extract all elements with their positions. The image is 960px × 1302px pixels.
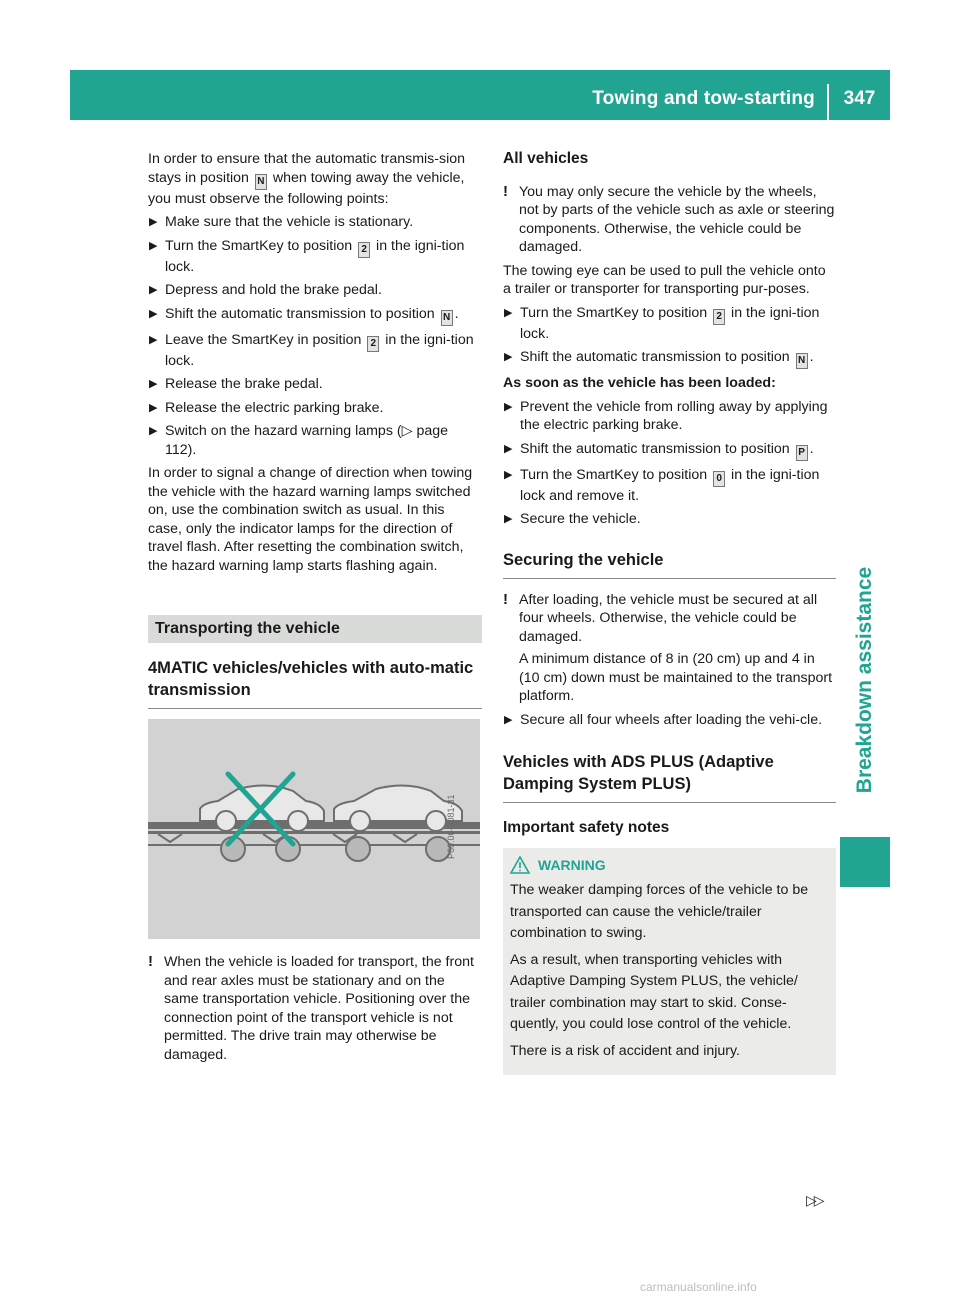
caution-icon: !	[148, 953, 153, 970]
heading-ads-plus: Vehicles with ADS PLUS (Adaptive Damping System PLUS)	[503, 751, 836, 803]
intro-paragraph: In order to ensure that the automatic transmis-sion stays in position N when towing away the vehicle, you must observe the following points:	[148, 151, 466, 207]
list-item: ▶ Release the brake pedal.	[149, 376, 323, 392]
step-arrow-icon: ▶	[149, 216, 158, 228]
towing-eye-paragraph: The towing eye can be used to pull the vehicle onto a trailer or transporter for transporting pur-poses.	[503, 262, 826, 297]
list-item: ▶ Leave the SmartKey in position 2 in the igni-tion lock.	[149, 331, 474, 369]
step-arrow-icon: ▶	[504, 306, 513, 319]
step-arrow-icon: ▶	[149, 333, 158, 346]
step-arrow-icon: ▶	[149, 425, 158, 437]
warning-box	[503, 848, 836, 1076]
list-item: ▶ Shift the automatic transmission to position N .	[503, 348, 836, 369]
step-arrow-icon: ▶	[149, 284, 158, 296]
transport-illustration	[148, 719, 480, 939]
side-tab-marker	[840, 837, 890, 887]
caution-icon: !	[503, 590, 508, 608]
step-arrow-icon: ▶	[149, 307, 158, 320]
right-column	[503, 150, 836, 1075]
left-column	[148, 150, 482, 1069]
step-arrow-icon: ▶	[504, 513, 513, 525]
key-n-icon: N	[441, 310, 453, 326]
key-p-icon: P	[796, 445, 808, 461]
page-number: 347	[843, 88, 876, 109]
step-arrow-icon: ▶	[504, 468, 513, 481]
next-page-icon[interactable]: ▷▷	[806, 1192, 822, 1208]
heading-all-vehicles: All vehicles	[503, 150, 589, 167]
step-arrow-icon: ▶	[504, 351, 513, 363]
loaded-heading: As soon as the vehicle has been loaded:	[503, 375, 776, 391]
section-title: Towing and tow-starting	[592, 88, 815, 109]
list-item: ▶ Secure the vehicle.	[504, 511, 641, 527]
step-arrow-icon: ▶	[504, 400, 513, 413]
subheading-safety-notes: Important safety notes	[503, 819, 670, 836]
list-item: ▶ Secure all four wheels after loading the vehi-cle.	[504, 711, 823, 728]
list-item: ▶ Shift the automatic transmission to position N .	[148, 305, 482, 326]
heading-securing: Securing the vehicle	[503, 549, 836, 579]
watermark: carmanualsonline.info	[640, 1280, 757, 1294]
key-2-icon: 2	[713, 309, 725, 325]
warning-paragraph: As a result, when transporting vehicles with Adaptive Damping System PLUS, the vehicle/ trailer combination may start to skid. Conse-quently, you could lose control of the vehicle.	[510, 951, 798, 1032]
section-band-transport: Transporting the vehicle	[148, 615, 482, 643]
list-item: ▶ Prevent the vehicle from rolling away by applying the electric parking brake.	[504, 398, 828, 433]
transport-note: ! When the vehicle is loaded for transport, the front and rear axles must be stationary and on the same transportation vehicle. Positioning over the connection point of the transport vehicle is not permitted. The drive train may otherwise be damaged.	[148, 953, 474, 1063]
side-tab-text: Breakdown assistance	[853, 566, 876, 794]
list-item: ▶ Release the electric parking brake.	[149, 399, 384, 416]
caution-icon: !	[503, 182, 508, 200]
warning-title: WARNING	[510, 856, 828, 875]
heading-4matic: 4MATIC vehicles/vehicles with auto-matic transmission	[148, 657, 482, 709]
list-item: ▶ Turn the SmartKey to position 2 in the igni-tion lock.	[504, 304, 820, 342]
side-tab-label	[840, 550, 890, 810]
header-bar	[70, 70, 890, 120]
list-item: ▶ Switch on the hazard warning lamps (▷ page 112).	[149, 423, 449, 458]
warning-triangle-icon	[510, 856, 530, 874]
step-arrow-icon: ▶	[504, 713, 513, 726]
key-2-icon: 2	[358, 242, 370, 258]
warning-paragraph: The weaker damping forces of the vehicle to be transported can cause the vehicle/trailer combination to swing.	[510, 882, 809, 941]
figure-code: P60.00-3081-31	[446, 794, 456, 859]
list-item: ▶ Shift the automatic transmission to position P .	[503, 440, 836, 461]
warning-paragraph: There is a risk of accident and injury.	[510, 1042, 740, 1059]
combination-switch-paragraph: In order to signal a change of direction when towing the vehicle with the hazard warning lamps switched on, use the combination switch as usual. In this case, only the indicator lamps for the direction of travel flash. After resetting the combination switch, the hazard warning lamp starts flashing again.	[148, 465, 473, 574]
key-n-icon: N	[255, 174, 267, 190]
step-arrow-icon: ▶	[149, 401, 158, 414]
key-n-icon: N	[796, 353, 808, 369]
page-ref-icon[interactable]: ▷	[401, 423, 413, 439]
list-item: ▶ Turn the SmartKey to position 2 in the igni-tion lock.	[149, 237, 465, 275]
step-arrow-icon: ▶	[149, 239, 158, 252]
list-item: ▶ Make sure that the vehicle is stationary.	[149, 214, 414, 230]
securing-note: ! After loading, the vehicle must be secured at all four wheels. Otherwise, the vehicle could be damaged. A minimum distance of 8 in (20 cm) up and 4 in (10 cm) down must be maintained to the transport platform.	[503, 590, 833, 704]
transporter-graphic	[148, 719, 480, 939]
step-arrow-icon: ▶	[149, 378, 158, 390]
all-vehicles-note: ! You may only secure the vehicle by the wheels, not by parts of the vehicle such as axle or steering components. Otherwise, the vehicle could be damaged.	[503, 182, 835, 255]
step-arrow-icon: ▶	[504, 442, 513, 455]
key-2-icon: 2	[367, 336, 379, 352]
list-item: ▶ Turn the SmartKey to position 0 in the igni-tion lock and remove it.	[504, 466, 820, 504]
list-item: ▶ Depress and hold the brake pedal.	[149, 282, 382, 298]
key-0-icon: 0	[713, 471, 725, 487]
